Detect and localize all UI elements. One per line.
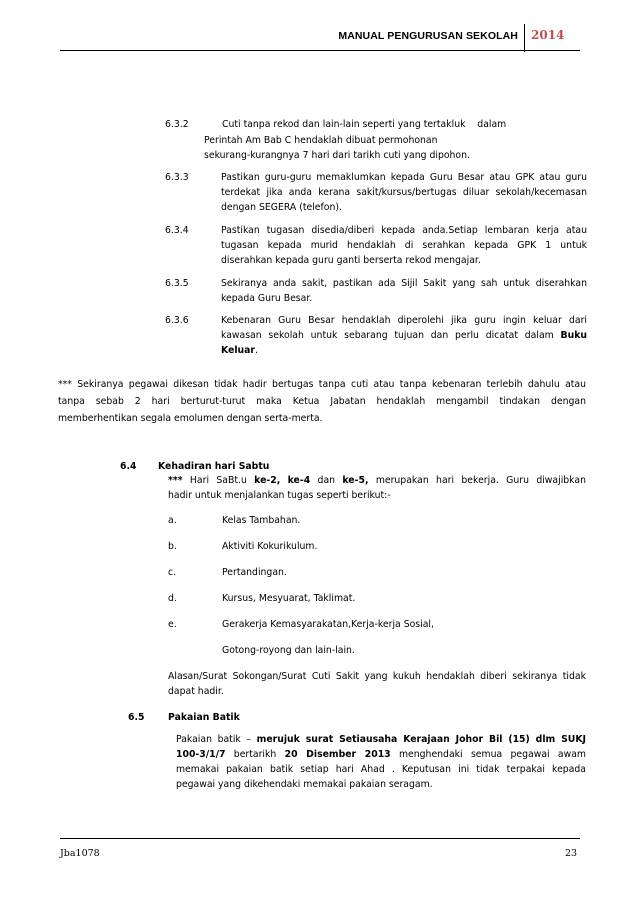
item-text-line: sekurang-kurangnya 7 hari dari tarikh cuti yang dipohon.	[204, 150, 470, 161]
section-title: Pakaian Batik	[168, 712, 240, 723]
document-title: MANUAL PENGURUSAN SEKOLAH	[338, 30, 518, 42]
item-text-bold: Keluar	[221, 345, 256, 356]
page-number: 23	[565, 848, 578, 859]
list-letter: c.	[168, 567, 177, 578]
item-text-line: Pastikan tugasan disedia/diberi kepada anda.Setiap lembaran kerja atau	[221, 225, 587, 236]
item-text-line: diserahkan kepada guru ganti berserta rekod mengajar.	[221, 255, 481, 266]
list-item-continued: Gotong-royong dan lain-lain.	[222, 645, 355, 656]
intro-bold: ke-4	[287, 475, 311, 486]
item-number: 6.3.6	[165, 315, 189, 326]
section-note-line: dapat hadir.	[168, 686, 224, 697]
body-text: menghendaki semua pegawai awam	[390, 749, 586, 760]
warning-line: tanpa sebab 2 hari berturut-turut maka Ketua Jabatan hendaklah mengambil tindakan dengan	[58, 396, 586, 407]
intro-bold: ke-2,	[254, 475, 281, 486]
stars: ***	[168, 475, 183, 486]
section-title: Kehadiran hari Sabtu	[158, 461, 270, 472]
document-year: 2014	[531, 28, 565, 42]
warning-line: memberhentikan segala emolumen dengan serta-merta.	[58, 413, 323, 424]
item-text: kawasan sekolah untuk sebarang tujuan dan perlu dicatat dalam	[221, 330, 561, 341]
item-text-line	[221, 329, 587, 343]
section-number: 6.4	[120, 461, 137, 472]
item-number: 6.3.3	[165, 172, 189, 183]
list-item: Kelas Tambahan.	[222, 515, 301, 526]
header-rule	[60, 50, 580, 51]
item-text-line: dengan SEGERA (telefon).	[221, 202, 342, 213]
footer-rule	[60, 838, 580, 839]
header-divider	[524, 24, 525, 52]
item-text-line: Kebenaran Guru Besar hendaklah diperolehi jika guru ingin keluar dari	[221, 315, 587, 326]
section-body-line	[176, 733, 586, 747]
section-body-line: pegawai yang dikehendaki memakai pakaian seragam.	[176, 779, 433, 790]
section-body-line	[176, 748, 586, 762]
item-number: 6.3.4	[165, 225, 189, 236]
section-intro-line: hadir untuk menjalankan tugas seperti berikut:-	[168, 490, 391, 501]
item-text-line: kepada Guru Besar.	[221, 293, 313, 304]
intro-bold: ke-5,	[342, 475, 369, 486]
item-text-line	[221, 344, 258, 358]
list-letter: d.	[168, 593, 177, 604]
item-text-line: tugasan kepada murid hendaklah di serahkan kepada GPK 1 untuk	[221, 240, 587, 251]
item-text-line: terdekat jika anda kerana sakit/kursus/bertugas diluar sekolah/kecemasan	[221, 187, 587, 198]
body-text: Pakaian batik –	[176, 734, 257, 745]
body-bold: 100-3/1/7	[176, 749, 226, 760]
body-bold: 20 Disember 2013	[284, 749, 391, 760]
item-text: .	[255, 345, 258, 356]
list-item: Aktiviti Kokurikulum.	[222, 541, 318, 552]
item-text-line: Cuti tanpa rekod dan lain-lain seperti yang tertakluk dalam	[222, 119, 507, 130]
item-text-bold: Buku	[560, 330, 587, 341]
list-letter: a.	[168, 515, 177, 526]
body-bold: merujuk surat Setiausaha Kerajaan Johor Bil (15) dlm SUKJ	[256, 734, 586, 745]
footer-code: Jba1078	[60, 848, 100, 859]
item-text-line: Sekiranya anda sakit, pastikan ada Sijil Sakit yang sah untuk diserahkan	[221, 278, 587, 289]
list-item: Pertandingan.	[222, 567, 287, 578]
warning-line: *** Sekiranya pegawai dikesan tidak hadir bertugas tanpa cuti atau tanpa kebenaran terlebih dahulu atau	[58, 379, 586, 390]
intro-text: dan	[310, 475, 343, 486]
item-number: 6.3.2	[165, 119, 189, 130]
item-text-line: Perintah Am Bab C hendaklah dibuat permohonan	[204, 135, 438, 146]
section-note-line: Alasan/Surat Sokongan/Surat Cuti Sakit yang kukuh hendaklah diberi sekiranya tidak	[168, 671, 586, 682]
intro-text: merupakan hari bekerja. Guru diwajibkan	[368, 475, 586, 486]
body-text: bertarikh	[225, 749, 285, 760]
list-letter: e.	[168, 619, 177, 630]
section-body-line: memakai pakaian batik setiap hari Ahad . Keputusan ini tidak terpakai kepada	[176, 764, 586, 775]
section-intro-line	[168, 474, 586, 488]
item-text-line: Pastikan guru-guru memaklumkan kepada Guru Besar atau GPK atau guru	[221, 172, 587, 183]
list-letter: b.	[168, 541, 177, 552]
intro-text: Hari SaBt.u	[182, 475, 255, 486]
section-number: 6.5	[128, 712, 145, 723]
item-number: 6.3.5	[165, 278, 189, 289]
list-item: Kursus, Mesyuarat, Taklimat.	[222, 593, 356, 604]
list-item: Gerakerja Kemasyarakatan,Kerja-kerja Sosial,	[222, 619, 434, 630]
